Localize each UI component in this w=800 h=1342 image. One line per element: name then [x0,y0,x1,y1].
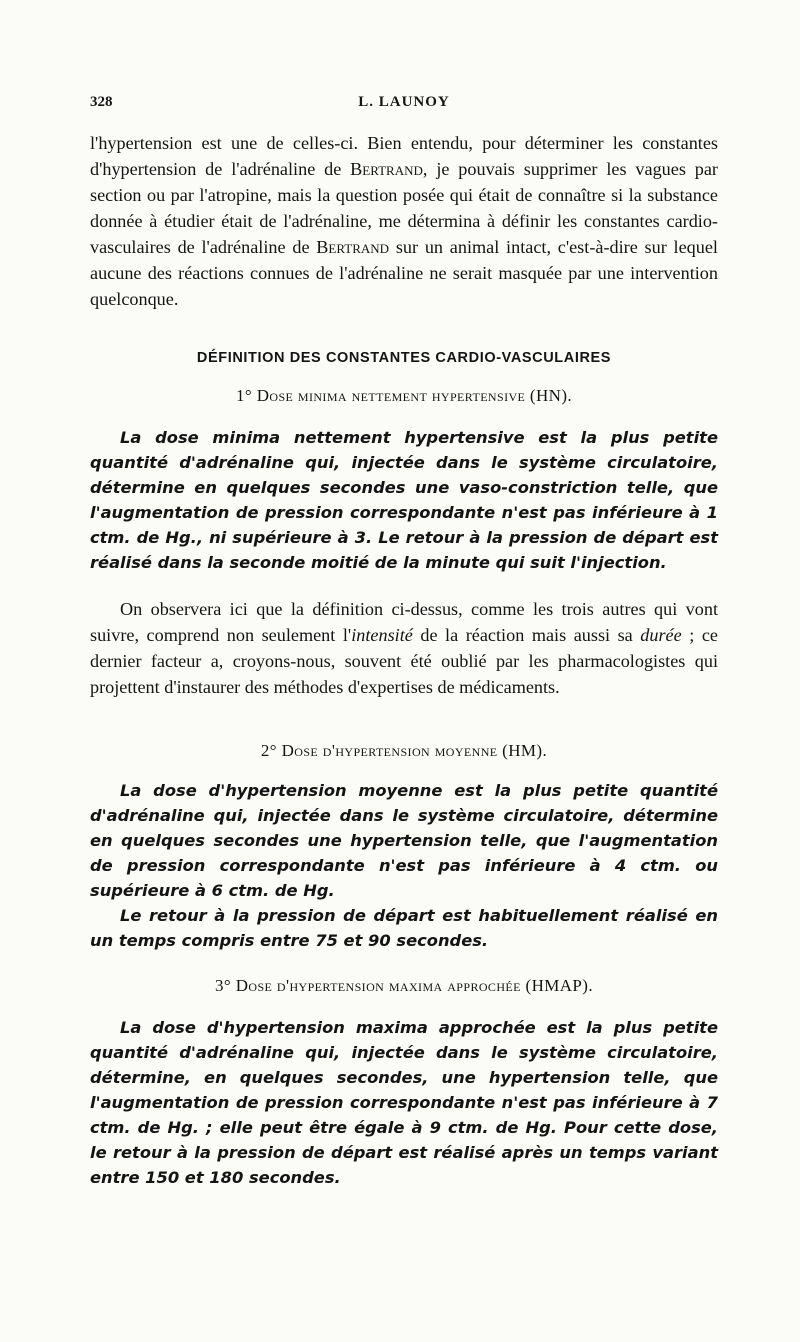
author-name-bertrand: Bertrand [350,159,423,179]
definition-hm-return: Le retour à la pression de départ est habituellement réalisé en un temps compris entre 75 et 90 secondes. [90,906,718,950]
remark-text-2: de la réaction mais aussi sa [412,625,641,645]
intro-paragraph [90,130,718,312]
definition-hmap-text: La dose d'hypertension maxima approchée est la plus petite quantité d'adrénaline qui, injectée dans le système circulatoire, détermine, en quelques secondes, une hypertension telle, que l'augmentation de pression correspondante n'est pas inférieure à 7 ctm. de Hg. ; elle peut être égale à 9 ctm. de Hg. Pour cette dose, le retour à la pression de départ est réalisé après un temps variant entre 150 et 180 secondes. [90,1018,718,1187]
definition-hmap [90,1015,718,1190]
emphasis-duree: durée [640,625,682,645]
running-header [90,94,718,118]
subheading-hm: 2° Dose d'hypertension moyenne (HM). [260,741,548,760]
definition-hm [90,778,718,953]
intro-text-2: , je pouvais supprimer les vagues par section ou par l'atropine, mais la question posée qui était de connaître si la substance donnée à étudier était de l'adrénaline, me détermina à définir les constantes cardio-vasculaires de l'adrénaline de [90,159,718,257]
section-title: DÉFINITION DES CONSTANTES CARDIO-VASCULAIRES [196,350,612,366]
running-head-author: L. LAUNOY [358,94,450,110]
author-name-bertrand: Bertrand [316,237,390,257]
definition-hn-text: La dose minima nettement hypertensive est la plus petite quantité d'adrénaline qui, injectée dans le système circulatoire, détermine en quelques secondes une vaso-constriction telle, que l'augmentation de pression correspondante n'est pas inférieure à 1 ctm. de Hg., ni supérieure à 3. Le retour à la pression de départ est réalisé dans la seconde moitié de la minute qui suit l'injection. [90,428,718,572]
intro-text-1: l'hypertension est une de celles-ci. Bien entendu, pour déterminer les constantes d'hypertension de l'adrénaline de [90,133,718,179]
remark-text-1: On observera ici que la définition ci-dessus, comme les trois autres qui vont suivre, comprend non seulement l' [90,599,718,645]
definition-hm-text: La dose d'hypertension moyenne est la plus petite quantité d'adrénaline qui, injectée dans le système circulatoire, détermine en quelques secondes une hypertension telle, que l'augmentation de pression correspondante n'est pas inférieure à 4 ctm. ou supérieure à 6 ctm. de Hg. [90,781,718,900]
subheading-hmap: 3° Dose d'hypertension maxima approchée (HMAP). [214,976,593,995]
page-number: 328 [90,94,113,110]
intro-text-3: sur un animal intact, c'est-à-dire sur lequel aucune des réactions connues de l'adrénaline ne serait masquée par une intervention quelconque. [90,237,718,309]
remark-paragraph [90,596,718,700]
subheading-hn: 1° Dose minima nettement hypertensive (HN). [235,386,573,405]
remark-text-3: ; ce dernier facteur a, croyons-nous, souvent été oublié par les pharmacologistes qui projettent d'instaurer des méthodes d'expertises de médicaments. [90,625,718,697]
definition-hn [90,425,718,575]
emphasis-intensite: intensité [351,625,413,645]
